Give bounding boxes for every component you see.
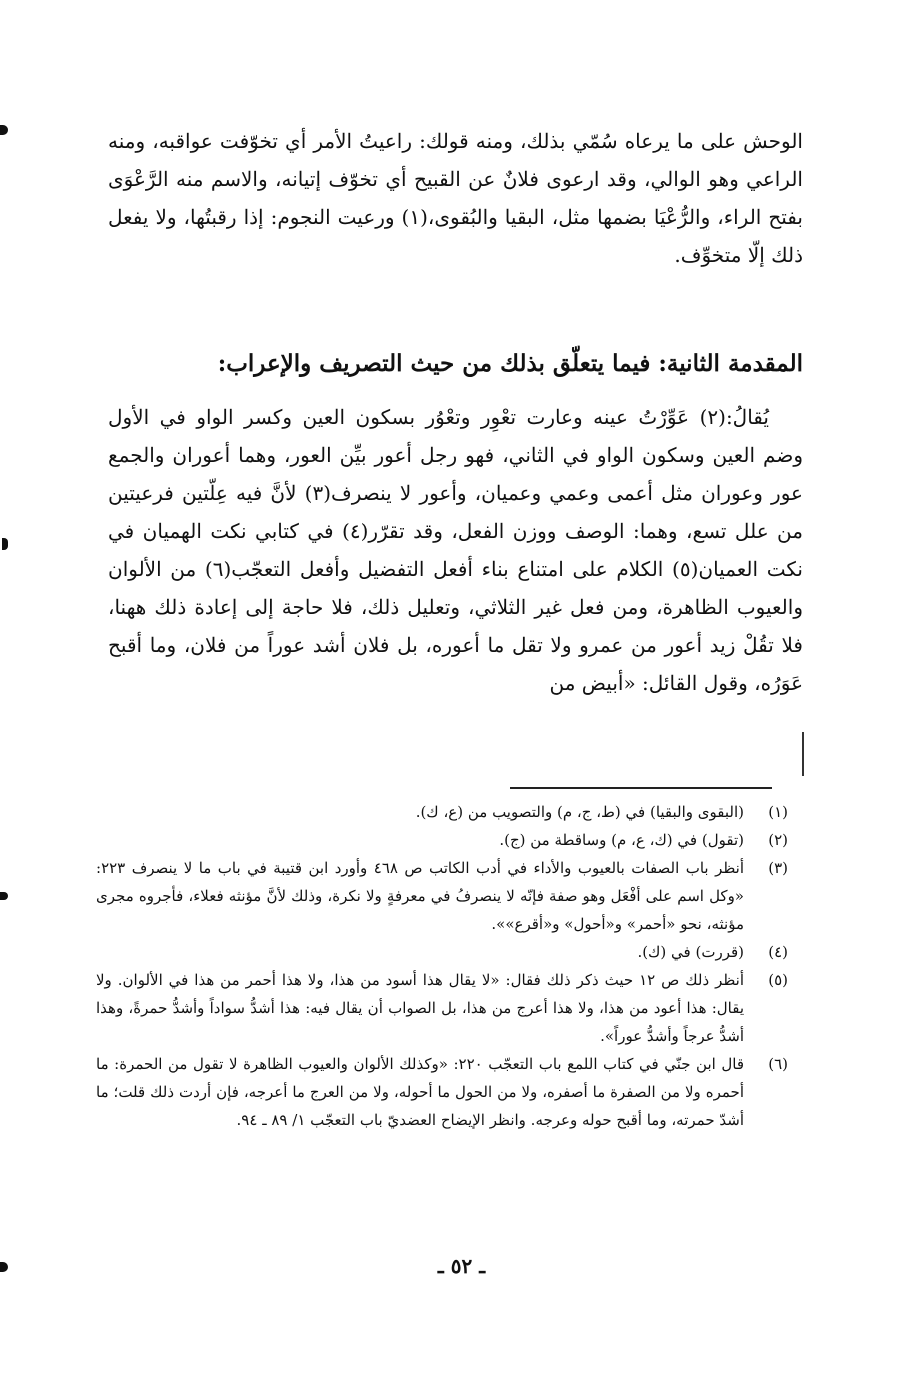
footnote-text: قال ابن جنّي في كتاب اللمع باب التعجّب ٢٢٠: «وكذلك الألوان والعيوب الظاهرة لا تقول من الحمرة: ما أحمره ولا من الصفرة ما أصفره، ولا من الحول ما أحوله، ولا من العرج ما أعرجه، فإن أردت ذلك قلت؛ ما أشدّ حمرته، وما أقبح حوله وعرجه. وانظر الإيضاح العضديّ باب التعجّب ١/ ٨٩ ـ ٩٤.: [96, 1055, 745, 1129]
section-heading: المقدمة الثانية: فيما يتعلّق بذلك من حيث التصريف والإعراب:: [217, 350, 803, 377]
footnote-text: (تقول) في (ك، ع، م) وساقطة من (ج).: [499, 831, 744, 849]
footnote-number: (١): [768, 803, 788, 821]
margin-scan-mark: [0, 892, 8, 900]
footnote-separator: [510, 787, 772, 789]
body-paragraph-1: الوحش على ما يرعاه سُمّي بذلك، ومنه قولك: راعيتُ الأمر أي تخوّفت عواقبه، ومنه الراعي وهو الوالي، وقد ارعوى فلانٌ عن القبيح أي تخوّف إتيانه، والاسم منه الرَّعْوَى بفتح الراء، والرُّعْيَا بضمها مثل، البقيا والبُقوى،(١) ورعيت النجوم: إذا رقبتُها، ولا يفعل ذلك إلّا متخوِّف.: [108, 129, 803, 267]
footnote-text: (البقوى والبقيا) في (ط، ج، م) والتصويب من (ع، ك).: [415, 803, 744, 821]
footnote-number: (٢): [768, 831, 788, 849]
page-number: ـ ٥٢ ـ: [437, 1254, 486, 1278]
footnote: [96, 1050, 788, 1134]
footnote-text: أنظر ذلك ص ١٢ حيث ذكر ذلك فقال: «لا يقال هذا أسود من هذا، ولا هذا أحمر من هذا في الألوان. ولا يقال: هذا أعود من هذا، ولا هذا أعرج من هذا، بل الصواب أن يقال فيه: هذا أشدُّ سواداً وأشدُّ حمرةً، وهذا أشدُّ عرجاً وأشدُّ عوراً».: [96, 971, 744, 1045]
footnote-number: (٥): [768, 971, 788, 989]
footnote-text: أنظر باب الصفات بالعيوب والأداء في أدب الكاتب ص ٤٦٨ وأورد ابن قتيبة في باب ما لا ينصرف ٢٢٣: «وكل اسم على أفْعَل وهو صفة فإنّه لا ينصرفُ في معرفةٍ ولا نكرة، وذلك لأنَّ مؤنثه فعلاء، فأجروه مجرى مؤنثه، نحو «أحمر» و«أحول» و«أقرع»».: [96, 859, 744, 933]
footnote-number: (٦): [768, 1055, 788, 1073]
footnote-text: (قررت) في (ك).: [637, 943, 744, 961]
footnote-number: (٣): [768, 859, 788, 877]
margin-scan-mark: [0, 125, 8, 135]
footnote: [96, 798, 788, 826]
body-paragraph-2-text: يُقالُ:(٢) عَوِّرْتُ عينه وعارت تعْوِر وتعْوُر بسكون العين وكسر الواو في الأول وضم العين وسكون الواو في الثاني، فهو رجل أعور بيِّن العور، وهما أعوران والجمع عور وعوران مثل أعمى وعمي وعميان، وأعور لا ينصرف(٣) لأنَّ فيه عِلّتين فرعيتين من علل تسع، وهما: الوصف ووزن الفعل، وقد تقرّر(٤) في كتابي نكت الهميان في نكت العميان(٥) الكلام على امتناع بناء أفعل التفضيل وأفعل التعجّب(٦) من الألوان والعيوب الظاهرة، ومن فعل غير الثلاثي، وتعليل ذلك، فلا حاجة إلى إعادة ذلك ههنا، فلا تقُلْ زيد أعور من عمرو ولا تقل ما أعوره، بل فلان أشد عوراً من فلان، وما أقبح عَوَرُه، وقول القائل: «أبيض من: [108, 405, 803, 695]
footnote: [96, 966, 788, 1050]
footnote: [96, 938, 788, 966]
margin-scan-mark: [2, 538, 8, 550]
footnote: [96, 826, 788, 854]
body-paragraph-2: [108, 398, 803, 702]
footnote-number: (٤): [768, 943, 788, 961]
text-cursor-bar: [802, 732, 804, 776]
footnote: [96, 854, 788, 938]
footnotes-list: [96, 798, 788, 1134]
